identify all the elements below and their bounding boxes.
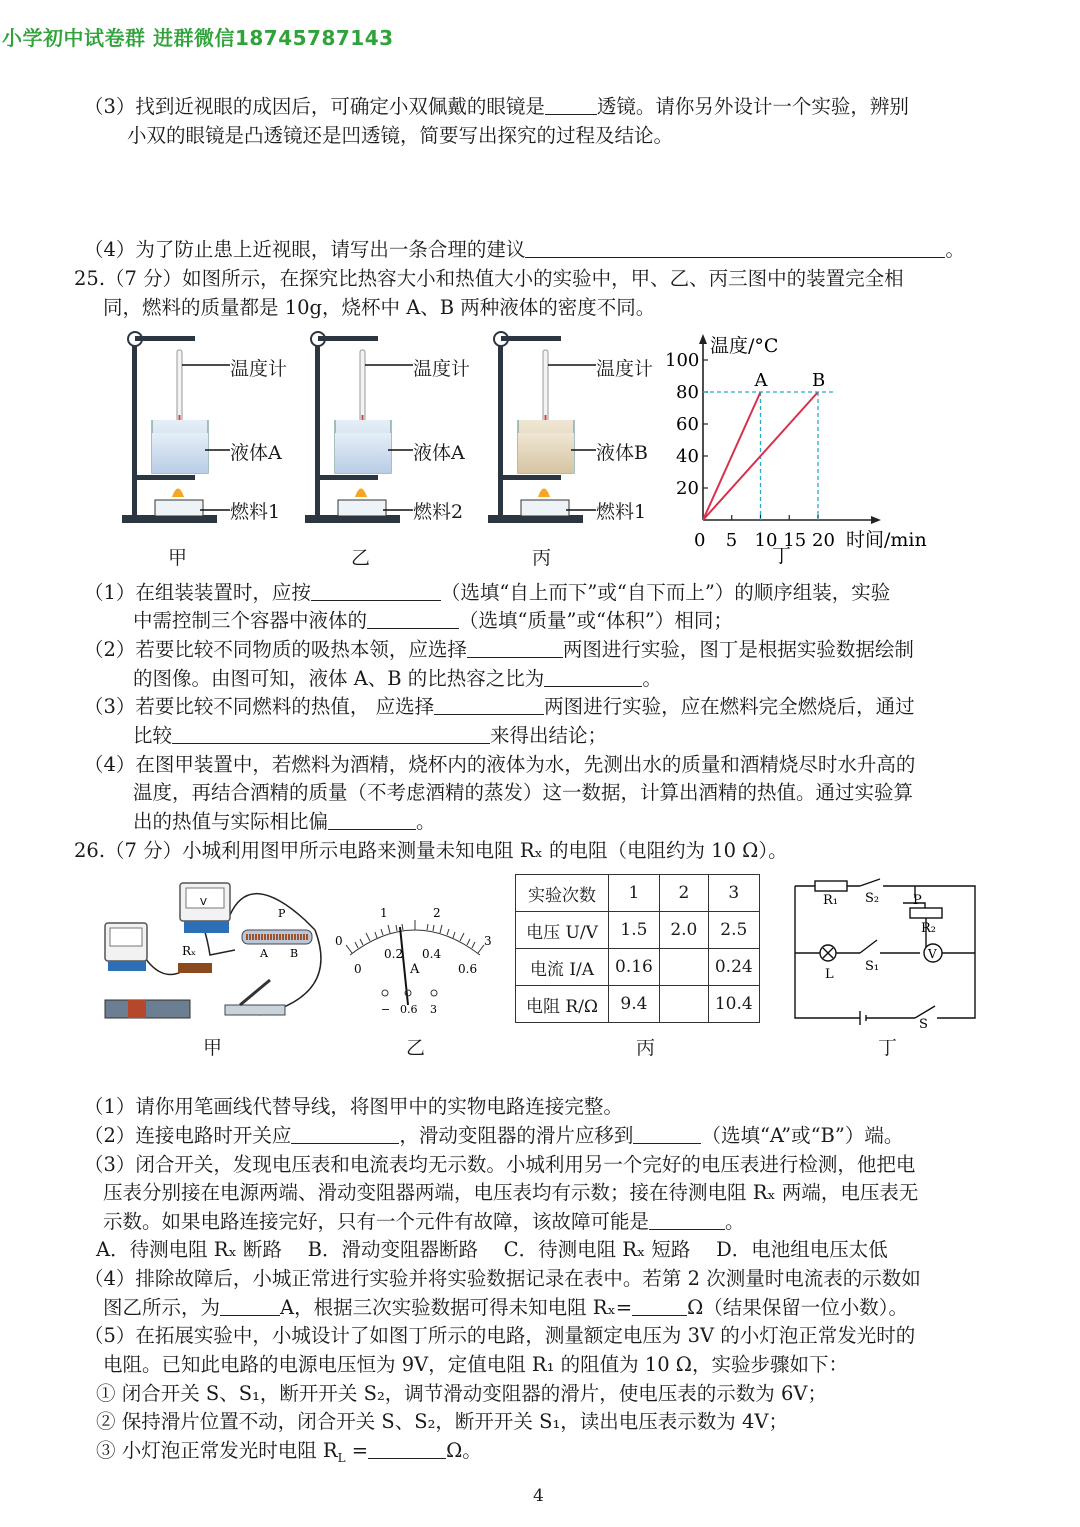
y-axis-arrow bbox=[699, 334, 707, 344]
answer-blank[interactable] bbox=[434, 694, 544, 715]
q26-p3-c: 示数。如果电路连接完好，只有一个元件有故障，该故障可能是 bbox=[103, 1210, 650, 1233]
label-thermometer-2: 温度计 bbox=[413, 358, 471, 380]
q26-p3-a: （3）闭合开关，发现电压表和电流表均无示数。小城利用另一个完好的电压表进行检测，他把电 bbox=[84, 1153, 916, 1176]
circuit-photo-jia bbox=[100, 875, 330, 1035]
table-cell: 实验次数 bbox=[516, 875, 609, 912]
q26-p2-c: （选填“A”或“B”）端。 bbox=[701, 1124, 904, 1147]
label-liquid-a-2: 液体A bbox=[413, 442, 465, 464]
q26-caption-jia: 甲 bbox=[203, 1037, 223, 1059]
dial-0.4: 0.4 bbox=[422, 947, 442, 961]
table-cell: 2.0 bbox=[659, 912, 708, 949]
q24-p4-end: 。 bbox=[945, 238, 965, 261]
answer-blank[interactable] bbox=[544, 666, 642, 687]
q26-part3-cont bbox=[103, 1208, 745, 1236]
q25-part2 bbox=[84, 636, 914, 664]
terminal-b-label: B bbox=[290, 947, 299, 960]
table-cell: 电压 U/V bbox=[516, 912, 609, 949]
q24-p3-c: 小双的眼镜是凸透镜还是凹透镜，简要写出探究的过程及结论。 bbox=[127, 124, 674, 147]
label-liquid-b: 液体B bbox=[596, 442, 648, 464]
answer-blank[interactable] bbox=[220, 1295, 280, 1316]
table-cell: 电阻 R/Ω bbox=[516, 986, 609, 1023]
q25-p1-c: 中需控制三个容器中液体的 bbox=[133, 609, 368, 632]
q26-caption-yi: 乙 bbox=[406, 1037, 426, 1059]
label-r2: R₂ bbox=[921, 921, 936, 936]
q26-p2-b: ，滑动变阻器的滑片应移到 bbox=[399, 1124, 634, 1147]
q25-stem-b: 同，燃料的质量都是 10g，烧杯中 A、B 两种液体的密度不同。 bbox=[103, 296, 656, 319]
caption-yi: 乙 bbox=[351, 547, 371, 569]
table-cell: 3 bbox=[708, 875, 759, 912]
q26-step3-c: Ω。 bbox=[446, 1439, 482, 1462]
q25-part1 bbox=[84, 579, 890, 607]
q26-p4-d: Ω（结果保留一位小数）。 bbox=[687, 1296, 909, 1319]
terminal-minus: − bbox=[381, 1003, 391, 1016]
table-cell: 0.16 bbox=[609, 949, 660, 986]
resistor-rx bbox=[178, 963, 212, 973]
dial-0-top: 0 bbox=[335, 934, 343, 948]
q26-options: A．待测电阻 Rₓ 断路 B．滑动变阻器断路 C．待测电阻 Rₓ 短路 D．电池组电压太低 bbox=[96, 1238, 888, 1261]
q25-p1-b: （选填“自上而下”或“自下而上”）的顺序组装，实验 bbox=[440, 581, 891, 604]
dial-1-top: 1 bbox=[380, 906, 388, 920]
q24-p3-a: （3）找到近视眼的成因后，可确定小双佩戴的眼镜是 bbox=[84, 95, 545, 118]
rx-label: Rₓ bbox=[182, 944, 197, 958]
table-cell: 0.24 bbox=[708, 949, 759, 986]
slider-p-label: P bbox=[278, 907, 286, 920]
table-row bbox=[516, 912, 760, 949]
q25-p3-d: 来得出结论； bbox=[490, 724, 608, 747]
q25-p3-b: 两图进行实验，应在燃料完全燃烧后，通过 bbox=[544, 695, 915, 718]
answer-blank[interactable] bbox=[367, 608, 459, 629]
dial-3-top: 3 bbox=[484, 934, 492, 948]
label-s: S bbox=[919, 1017, 928, 1028]
table-row bbox=[516, 986, 760, 1023]
q26-p3-b: 压表分别接在电源两端、滑动变阻器两端，电压表均有示数；接在待测电阻 Rₓ 两端，电压表无 bbox=[103, 1181, 919, 1204]
answer-blank[interactable] bbox=[328, 809, 416, 830]
label-thermometer-1: 温度计 bbox=[230, 358, 288, 380]
switch bbox=[225, 1005, 285, 1015]
q25-p2-a: （2）若要比较不同物质的吸热本领，应选择 bbox=[84, 638, 467, 661]
q26-caption-ding: 丁 bbox=[878, 1037, 898, 1059]
y-tick-label: 80 bbox=[676, 382, 699, 403]
voltmeter-v-label: V bbox=[928, 947, 937, 961]
data-table bbox=[515, 874, 760, 1023]
q25-part1-cont bbox=[133, 607, 733, 635]
ammeter-needle bbox=[400, 927, 408, 1005]
q24-p4-a: （4）为了防止患上近视眼，请写出一条合理的建议 bbox=[84, 238, 526, 261]
chart-caption: 丁 bbox=[772, 545, 792, 567]
label-fuel1-1: 燃料1 bbox=[230, 501, 281, 523]
q26-part2 bbox=[84, 1122, 903, 1150]
series-line-A bbox=[703, 392, 761, 520]
table-cell: 2.5 bbox=[708, 912, 759, 949]
label-l: L bbox=[825, 967, 834, 982]
dial-0-bottom: 0 bbox=[354, 962, 362, 976]
q26-p4-a: （4）排除故障后，小城正常进行实验并将实验数据记录在表中。若第 2 次测量时电流表的示数如 bbox=[84, 1267, 921, 1290]
label-r1: R₁ bbox=[823, 893, 838, 908]
answer-blank[interactable] bbox=[649, 1209, 725, 1230]
series-label-A: A bbox=[754, 370, 768, 391]
q25-p4-a: （4）在图甲装置中，若燃料为酒精，烧杯内的液体为水，先测出水的质量和酒精烧尽时水升高的 bbox=[84, 753, 916, 776]
q24-part4 bbox=[84, 236, 965, 264]
x-axis-arrow bbox=[871, 516, 881, 524]
ammeter-dial-yi bbox=[330, 895, 500, 1025]
label-s1: S₁ bbox=[865, 959, 880, 974]
q26-p5-b: 电阻。已知此电路的电源电压恒为 9V，定值电阻 R₁ 的阻值为 10 Ω，实验步骤如下： bbox=[103, 1353, 848, 1376]
answer-blank[interactable] bbox=[368, 1438, 446, 1459]
x-tick-label: 5 bbox=[725, 530, 738, 551]
q26-caption-bing: 丙 bbox=[636, 1037, 656, 1059]
caption-bing: 丙 bbox=[532, 547, 552, 569]
table-cell: 1 bbox=[609, 875, 660, 912]
series-label-B: B bbox=[812, 370, 826, 391]
q25-p4-b: 温度，再结合酒精的质量（不考虑酒精的蒸发）这一数据，计算出酒精的热值。通过实验算 bbox=[133, 781, 914, 804]
caption-jia: 甲 bbox=[168, 547, 188, 569]
answer-blank[interactable] bbox=[545, 94, 597, 115]
apparatus-jia bbox=[122, 332, 230, 523]
table-row bbox=[516, 949, 760, 986]
answer-blank[interactable] bbox=[467, 637, 563, 658]
q26-step3-sub: L bbox=[337, 1450, 346, 1465]
q25-part3-cont bbox=[133, 722, 607, 750]
q26-p5-a: （5）在拓展实验中，小城设计了如图丁所示的电路，测量额定电压为 3V 的小灯泡正常发光时的 bbox=[84, 1324, 916, 1347]
x-tick-label: 0 bbox=[694, 530, 706, 551]
battery-pack bbox=[105, 1000, 190, 1018]
q26-p4-c: A，根据三次实验数据可得未知电阻 Rₓ= bbox=[280, 1296, 633, 1319]
q25-p3-a: （3）若要比较不同燃料的热值， 应选择 bbox=[84, 695, 435, 718]
table-cell: 电流 I/A bbox=[516, 949, 609, 986]
q26-stem: 26.（7 分）小城利用图甲所示电路来测量未知电阻 Rₓ 的电阻（电阻约为 10 Ω）。 bbox=[74, 839, 788, 862]
label-fuel1-3: 燃料1 bbox=[596, 501, 647, 523]
q26-p2-a: （2）连接电路时开关应 bbox=[84, 1124, 292, 1147]
apparatus-bing bbox=[488, 332, 596, 523]
answer-blank[interactable] bbox=[172, 723, 490, 744]
answer-blank[interactable] bbox=[291, 1123, 399, 1144]
q26-p1: （1）请你用笔画线代替导线，将图甲中的实物电路连接完整。 bbox=[84, 1095, 623, 1118]
watermark: 小学初中试卷群 进群微信18745787143 bbox=[2, 26, 394, 50]
terminal-0.6: 0.6 bbox=[400, 1003, 418, 1016]
table-cell bbox=[659, 986, 708, 1023]
temperature-time-chart bbox=[660, 330, 940, 570]
table-cell: 1.5 bbox=[609, 912, 660, 949]
apparatus-yi bbox=[305, 332, 413, 523]
y-axis-label: 温度/°C bbox=[710, 335, 779, 357]
table-cell: 9.4 bbox=[609, 986, 660, 1023]
terminal-a-label: A bbox=[260, 947, 268, 960]
table-cell: 2 bbox=[659, 875, 708, 912]
answer-blank[interactable] bbox=[632, 1295, 687, 1316]
q25-p4-d: 。 bbox=[416, 810, 436, 833]
q25-p1-a: （1）在组装装置时，应按 bbox=[84, 581, 311, 604]
voltmeter-symbol: V bbox=[200, 897, 207, 908]
answer-blank[interactable] bbox=[311, 580, 441, 601]
q26-step1: ① 闭合开关 S、S₁，断开开关 S₂，调节滑动变阻器的滑片，使电压表的示数为 6V； bbox=[96, 1382, 827, 1405]
q25-p3-c: 比较 bbox=[133, 724, 173, 747]
q26-p3-d: 。 bbox=[725, 1210, 745, 1233]
y-tick-label: 20 bbox=[676, 478, 699, 499]
label-liquid-a-1: 液体A bbox=[230, 442, 282, 464]
label-thermometer-3: 温度计 bbox=[596, 358, 654, 380]
q26-step2: ② 保持滑片位置不动，闭合开关 S、S₂，断开开关 S₁，读出电压表示数为 4V； bbox=[96, 1410, 788, 1433]
q24-part3 bbox=[84, 93, 909, 121]
terminal-3: 3 bbox=[430, 1003, 437, 1016]
x-tick-label: 15 bbox=[783, 530, 807, 551]
q25-part3 bbox=[84, 693, 915, 721]
x-tick-label: 20 bbox=[812, 530, 835, 551]
dial-unit-a: A bbox=[410, 962, 420, 977]
label-p: P bbox=[913, 893, 922, 908]
answer-blank[interactable] bbox=[633, 1123, 701, 1144]
q25-p2-c: 的图像。由图可知，液体 A、B 的比热容之比为 bbox=[133, 667, 545, 690]
table-cell bbox=[659, 949, 708, 986]
answer-blank[interactable] bbox=[525, 237, 945, 258]
q25-part2-cont bbox=[133, 665, 662, 693]
y-tick-label: 60 bbox=[676, 414, 699, 435]
q26-p4-b: 图乙所示，为 bbox=[103, 1296, 221, 1319]
dial-0.6: 0.6 bbox=[458, 962, 478, 976]
q26-step3-a: ③ 小灯泡正常发光时电阻 R bbox=[96, 1439, 338, 1462]
dial-2-top: 2 bbox=[433, 906, 441, 920]
q25-stem-a: 25.（7 分）如图所示，在探究比热容大小和热值大小的实验中，甲、乙、丙三图中的装置完全相 bbox=[74, 267, 904, 290]
q26-step3 bbox=[96, 1437, 482, 1472]
q25-p2-d: 。 bbox=[642, 667, 662, 690]
label-s2: S₂ bbox=[865, 891, 880, 906]
q25-p2-b: 两图进行实验，图丁是根据实验数据绘制 bbox=[562, 638, 914, 661]
table-cell: 10.4 bbox=[708, 986, 759, 1023]
circuit-schematic-ding bbox=[785, 878, 985, 1028]
page-number: 4 bbox=[533, 1486, 544, 1506]
q26-part4-cont bbox=[103, 1294, 908, 1322]
table-row bbox=[516, 875, 760, 912]
y-tick-label: 100 bbox=[665, 350, 700, 371]
x-tick-label: 10 bbox=[754, 530, 778, 551]
label-fuel2: 燃料2 bbox=[413, 501, 464, 523]
q25-p4-c: 出的热值与实际相比偏 bbox=[133, 810, 329, 833]
q25-part4-cont bbox=[133, 808, 436, 836]
x-axis-label: 时间/min bbox=[846, 529, 927, 551]
q26-step3-b: = bbox=[345, 1439, 369, 1462]
y-tick-label: 40 bbox=[676, 446, 699, 467]
q24-p3-b: 透镜。请你另外设计一个实验，辨别 bbox=[596, 95, 909, 118]
q25-p1-d: （选填“质量”或“体积”）相同； bbox=[459, 609, 733, 632]
dial-0.2: 0.2 bbox=[384, 947, 404, 961]
